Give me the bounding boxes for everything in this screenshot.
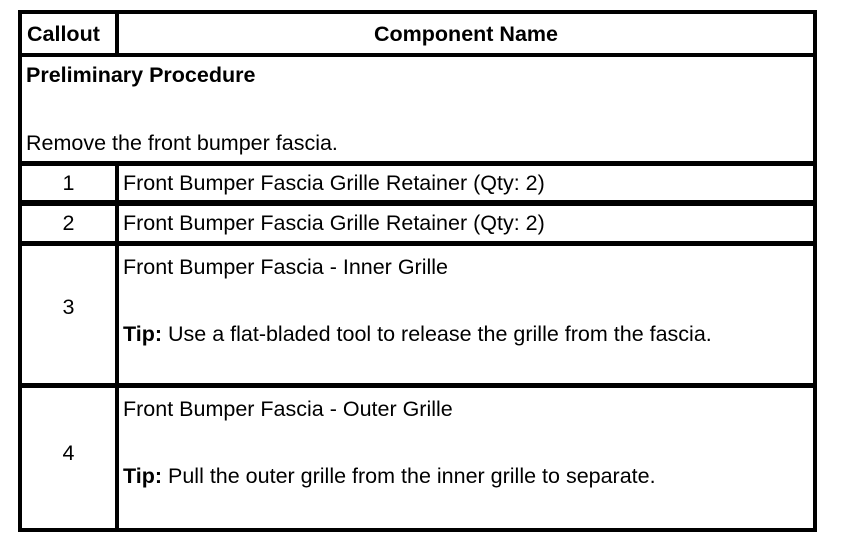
preliminary-text: Remove the front bumper fascia. [26,131,338,155]
component-name: Front Bumper Fascia - Inner Grille [123,255,448,279]
component-name: Front Bumper Fascia - Outer Grille [123,397,453,421]
tip-text: Use a flat-bladed tool to release the grille from the fascia. [168,322,712,346]
callout-number: 3 [62,294,75,319]
tip-line [123,321,813,347]
callout-cell: 2 [22,206,115,241]
component-table [18,10,817,532]
preliminary-procedure-row [22,57,813,161]
callout-cell [22,388,115,528]
component-name-cell [119,246,813,383]
tip-label: Tip: [123,322,163,346]
callout-number: 4 [62,441,75,465]
component-name-cell: Front Bumper Fascia Grille Retainer (Qty: 2) [119,166,813,200]
tip-label: Tip: [123,464,163,488]
tip-line [123,463,813,489]
preliminary-title: Preliminary Procedure [26,63,256,87]
callout-cell [22,246,115,383]
tip-text: Pull the outer grille from the inner grille to separate. [168,464,656,488]
header-component-name: Component Name [119,14,813,53]
component-name-cell: Front Bumper Fascia Grille Retainer (Qty: 2) [119,206,813,241]
callout-cell: 1 [22,166,115,200]
component-name-cell [119,388,813,528]
header-callout: Callout [22,14,115,53]
